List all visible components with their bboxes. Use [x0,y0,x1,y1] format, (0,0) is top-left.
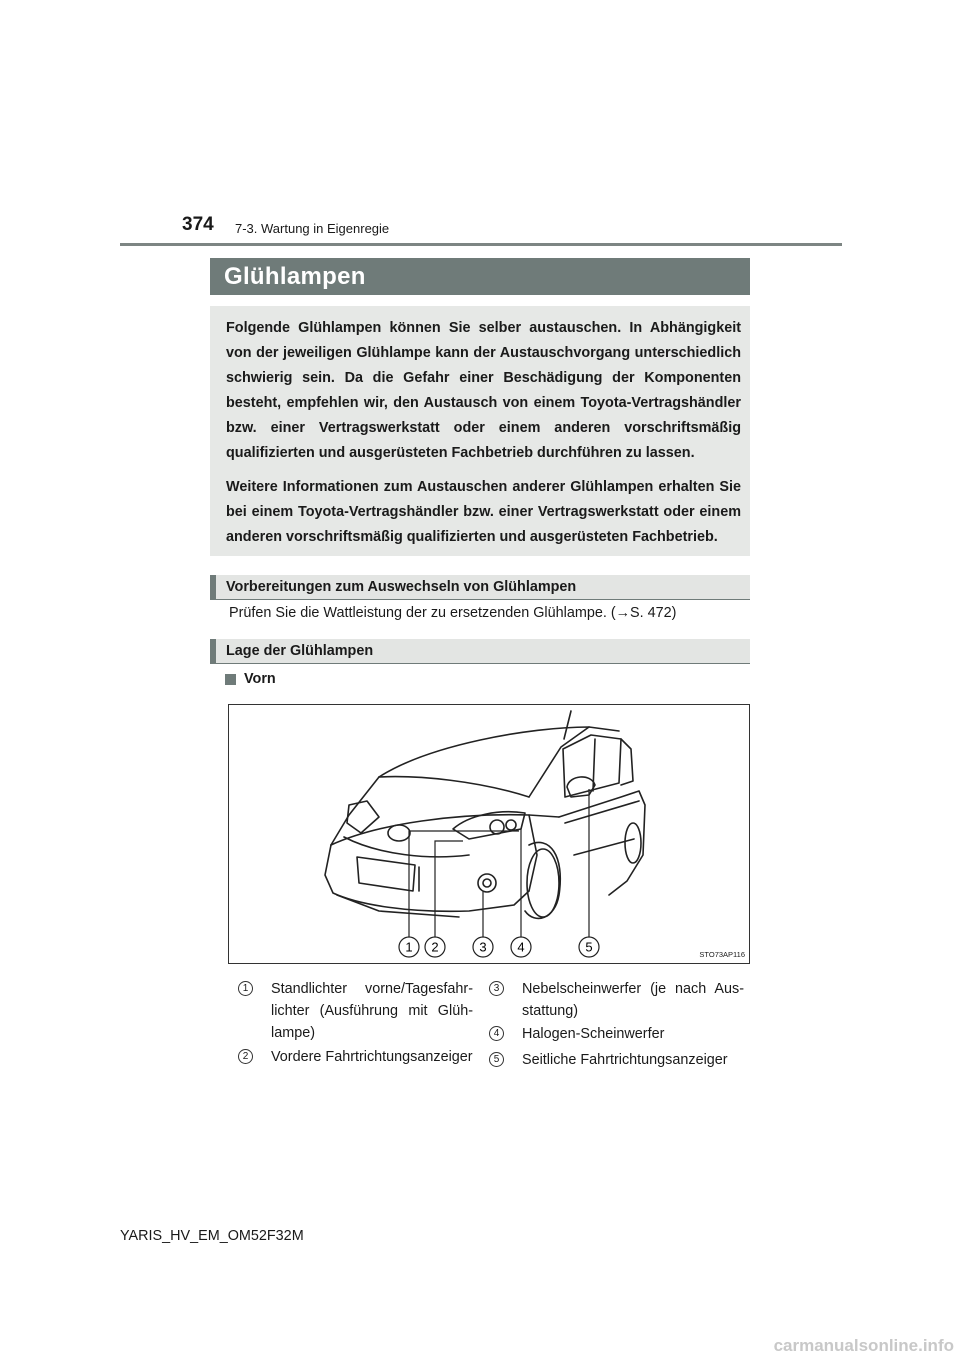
section-heading-text: Lage der Glühlampen [226,643,374,659]
intro-paragraph-1: Folgende Glühlampen können Sie selber austauschen. In Abhängigkeit von der jeweiligen Glühlampe kann der Austauschvorgang unterschiedlich schwierig sein. Da die Gefahr einer Beschädigung der Komponenten besteht, empfehlen wir, den Austausch von einem Toyota-Vertragshändler bzw. einer Vertragswerkstatt oder einem anderen vorschriftsmäßig qualifizierten und ausgerüsteten Fachbetrieb durchführen zu lassen. [226,320,741,461]
callout-2: 2 [431,939,439,955]
legend-number: 2 [238,1049,253,1064]
callout-numbers [399,937,599,957]
section-heading-text: Vorbereitungen zum Auswechseln von Glühlampen [226,579,577,595]
callout-1: 1 [405,939,413,955]
legend-text: Standlichter vorne/Tagesfahrlichter (Ausführung mit Glühlampe) [271,981,473,1041]
legend-item-4 [489,1023,745,1047]
legend-item-2 [238,1046,473,1092]
title-bar [210,258,750,295]
car-figure [228,704,750,964]
page-number: 374 [182,214,214,235]
legend-item-5 [489,1049,745,1073]
page-title: Glühlampen [224,263,366,290]
legend-item-3 [489,978,745,1024]
callout-4: 4 [517,939,525,955]
bullet-square-icon [225,674,236,685]
legend-number: 4 [489,1026,504,1041]
legend-text: Vordere Fahrtrichtungsanzeiger [271,1049,473,1065]
subheading-front: Vorn [244,671,276,687]
running-head: 7-3. Wartung in Eigenregie [235,221,390,236]
legend-text: Seitliche Fahrtrichtungsanzeiger [522,1052,728,1068]
preparation-text: Prüfen Sie die Wattleistung der zu ersetzenden Glühlampe. (→S. 472) [229,605,677,621]
section-heading-location [210,639,750,664]
intro-box [210,306,750,556]
legend-number: 5 [489,1052,504,1067]
figure-code: STO73AP116 [699,950,745,959]
legend-text: Nebelscheinwerfer (je nach Ausstattung) [522,981,744,1019]
intro-paragraph-2: Weitere Informationen zum Austauschen anderer Glühlampen erhalten Sie bei einem Toyota-Vertragshändler bzw. einer Vertragswerkstatt oder einem anderen vorschriftsmäßig qualifizierten und ausgerüsteten Fachbetrieb. [226,479,741,545]
legend-number: 1 [238,981,253,996]
header-rule [120,243,842,246]
legend-item-1 [238,978,473,1046]
watermark: carmanualsonline.info [773,1336,954,1355]
callout-5: 5 [585,939,593,955]
car-illustration [229,705,749,963]
legend-number: 3 [489,981,504,996]
section-heading-preparation [210,575,750,600]
legend-text: Halogen-Scheinwerfer [522,1026,665,1042]
callout-3: 3 [479,939,487,955]
footer-code: YARIS_HV_EM_OM52F32M [120,1228,304,1244]
